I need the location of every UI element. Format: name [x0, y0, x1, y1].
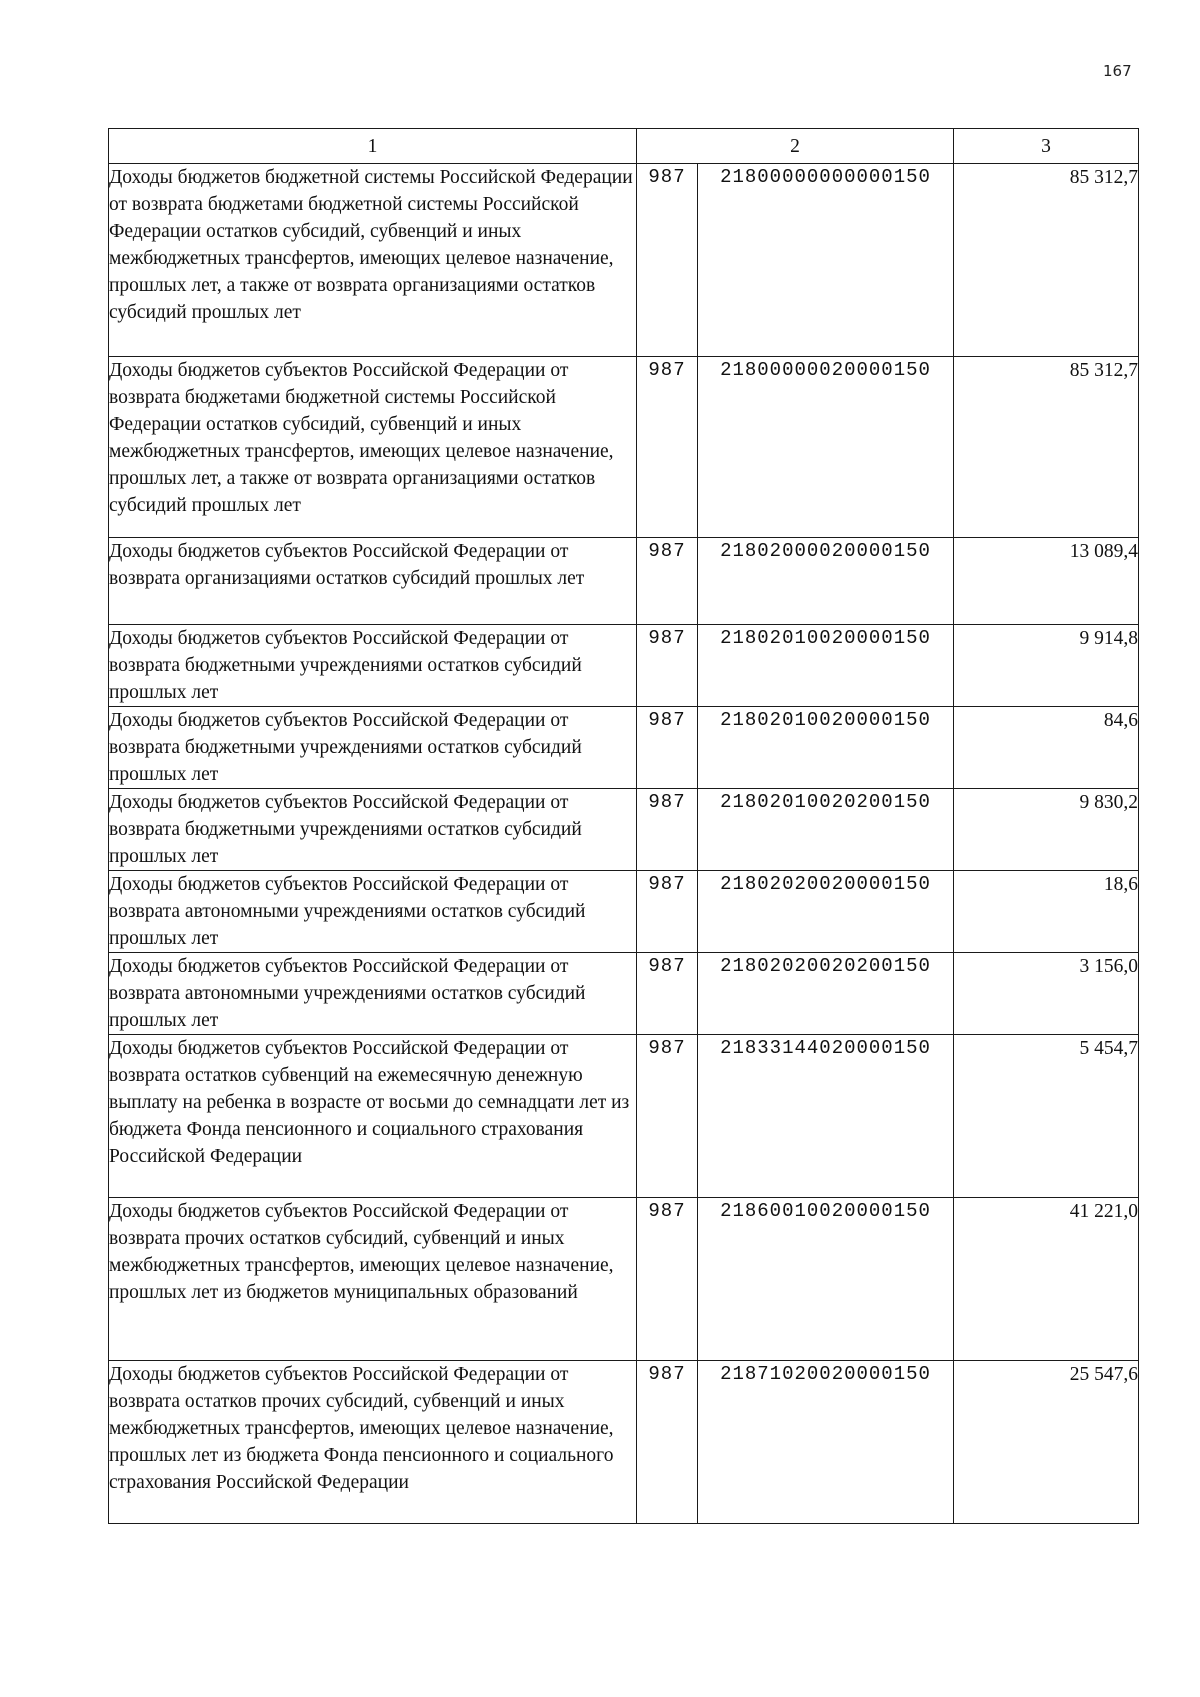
revenue-name-cell: Доходы бюджетов субъектов Российской Федерации от возврата организациями остатков субсидий прошлых лет [109, 538, 637, 625]
budget-code-cell: 21871020020000150 [698, 1361, 954, 1524]
page-number: 167 [1103, 62, 1132, 80]
revenue-name-cell: Доходы бюджетов субъектов Российской Федерации от возврата бюджетными учреждениями остатков субсидий прошлых лет [109, 789, 637, 871]
revenue-name-cell: Доходы бюджетов субъектов Российской Федерации от возврата автономными учреждениями остатков субсидий прошлых лет [109, 871, 637, 953]
amount-cell: 5 454,7 [954, 1035, 1139, 1198]
admin-code-cell: 987 [637, 164, 698, 357]
budget-code-cell: 21802000020000150 [698, 538, 954, 625]
amount-cell: 84,6 [954, 707, 1139, 789]
revenue-name-cell: Доходы бюджетов субъектов Российской Федерации от возврата прочих остатков субсидий, субвенций и иных межбюджетных трансфертов, имеющих целевое назначение, прошлых лет из бюджетов муниципальных образований [109, 1198, 637, 1361]
revenue-name-cell: Доходы бюджетов бюджетной системы Российской Федерации от возврата бюджетами бюджетной системы Российской Федерации остатков субсидий, субвенций и иных межбюджетных трансфертов, имеющих целевое назначение, прошлых лет, а также от возврата организациями остатков субсидий прошлых лет [109, 164, 637, 357]
column-header-3: 3 [954, 129, 1139, 164]
revenue-name-cell: Доходы бюджетов субъектов Российской Федерации от возврата бюджетными учреждениями остатков субсидий прошлых лет [109, 625, 637, 707]
budget-code-cell: 21800000000000150 [698, 164, 954, 357]
column-header-2: 2 [637, 129, 954, 164]
table-row [109, 1361, 1139, 1524]
revenue-name-cell: Доходы бюджетов субъектов Российской Федерации от возврата бюджетными учреждениями остатков субсидий прошлых лет [109, 707, 637, 789]
amount-cell: 13 089,4 [954, 538, 1139, 625]
admin-code-cell: 987 [637, 625, 698, 707]
table-row [109, 789, 1139, 871]
table-row [109, 164, 1139, 357]
amount-cell: 85 312,7 [954, 357, 1139, 538]
budget-code-cell: 21833144020000150 [698, 1035, 954, 1198]
budget-code-cell: 21802020020000150 [698, 871, 954, 953]
revenue-name-cell: Доходы бюджетов субъектов Российской Федерации от возврата бюджетами бюджетной системы Российской Федерации остатков субсидий, субвенций и иных межбюджетных трансфертов, имеющих целевое назначение, прошлых лет, а также от возврата организациями остатков субсидий прошлых лет [109, 357, 637, 538]
table-row [109, 1198, 1139, 1361]
admin-code-cell: 987 [637, 357, 698, 538]
amount-cell: 25 547,6 [954, 1361, 1139, 1524]
amount-cell: 41 221,0 [954, 1198, 1139, 1361]
budget-code-cell: 21800000020000150 [698, 357, 954, 538]
admin-code-cell: 987 [637, 707, 698, 789]
table-header-row [109, 129, 1139, 164]
budget-code-cell: 21860010020000150 [698, 1198, 954, 1361]
admin-code-cell: 987 [637, 953, 698, 1035]
budget-code-cell: 21802010020200150 [698, 789, 954, 871]
admin-code-cell: 987 [637, 871, 698, 953]
budget-revenue-table [108, 128, 1139, 1524]
admin-code-cell: 987 [637, 1198, 698, 1361]
admin-code-cell: 987 [637, 789, 698, 871]
revenue-name-cell: Доходы бюджетов субъектов Российской Федерации от возврата остатков прочих субсидий, субвенций и иных межбюджетных трансфертов, имеющих целевое назначение, прошлых лет из бюджета Фонда пенсионного и социального страхования Российской Федерации [109, 1361, 637, 1524]
amount-cell: 9 914,8 [954, 625, 1139, 707]
budget-code-cell: 21802010020000150 [698, 707, 954, 789]
amount-cell: 9 830,2 [954, 789, 1139, 871]
amount-cell: 18,6 [954, 871, 1139, 953]
table-row [109, 538, 1139, 625]
amount-cell: 3 156,0 [954, 953, 1139, 1035]
column-header-1: 1 [109, 129, 637, 164]
table-row [109, 357, 1139, 538]
table-row [109, 625, 1139, 707]
table-row [109, 871, 1139, 953]
admin-code-cell: 987 [637, 538, 698, 625]
budget-code-cell: 21802020020200150 [698, 953, 954, 1035]
admin-code-cell: 987 [637, 1035, 698, 1198]
amount-cell: 85 312,7 [954, 164, 1139, 357]
table-row [109, 1035, 1139, 1198]
table-row [109, 953, 1139, 1035]
revenue-name-cell: Доходы бюджетов субъектов Российской Федерации от возврата автономными учреждениями остатков субсидий прошлых лет [109, 953, 637, 1035]
revenue-name-cell: Доходы бюджетов субъектов Российской Федерации от возврата остатков субвенций на ежемесячную денежную выплату на ребенка в возрасте от восьми до семнадцати лет из бюджета Фонда пенсионного и социального страхования Российской Федерации [109, 1035, 637, 1198]
admin-code-cell: 987 [637, 1361, 698, 1524]
table-row [109, 707, 1139, 789]
budget-code-cell: 21802010020000150 [698, 625, 954, 707]
